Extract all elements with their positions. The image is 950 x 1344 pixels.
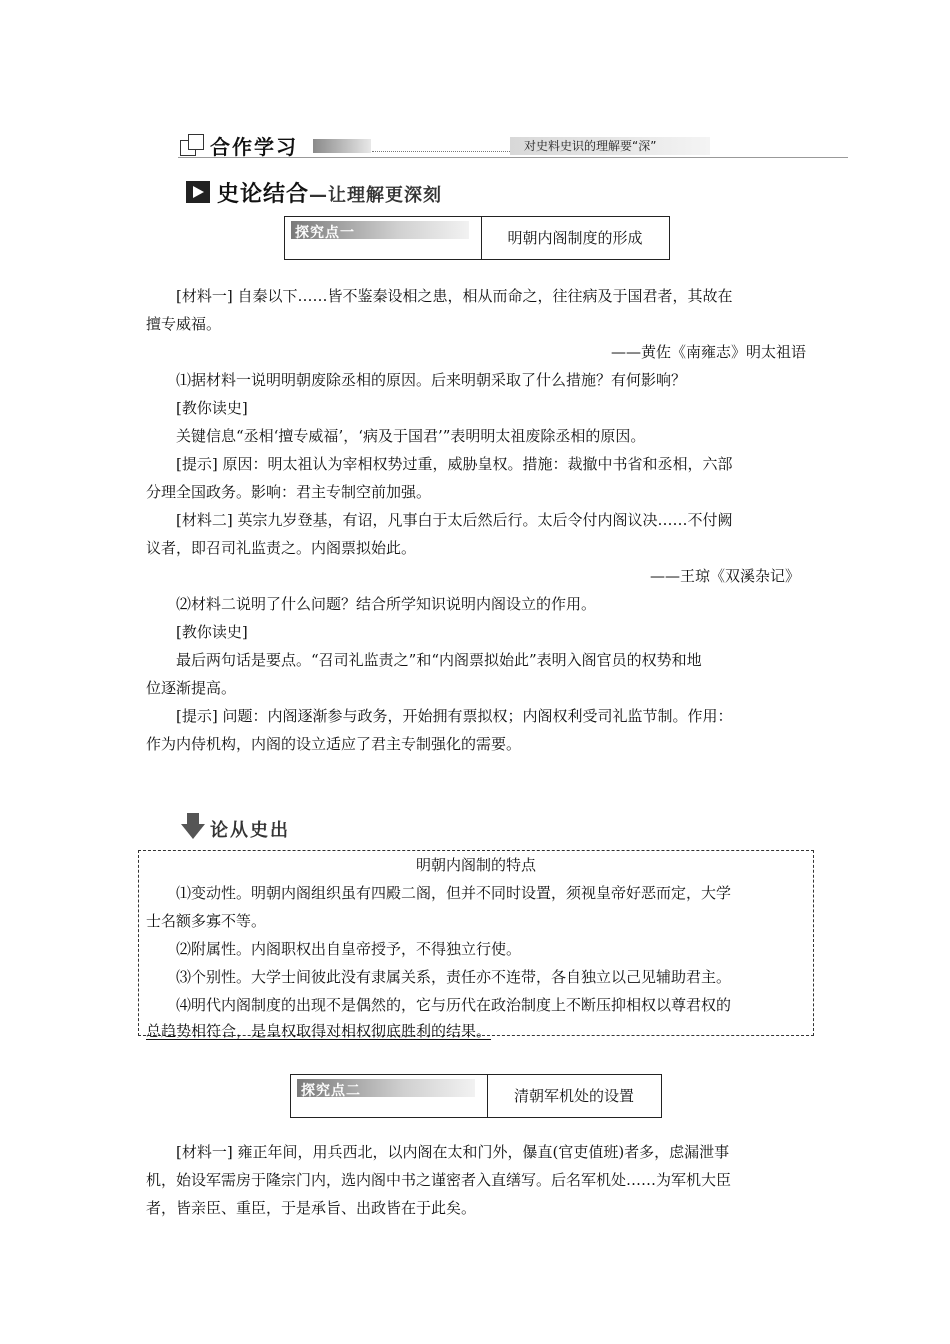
teach-text-2-line-2: 位逐渐提高。	[146, 679, 237, 697]
hint-1-line-2: 分理全国政务。影响：君主专制空前加强。	[146, 483, 432, 501]
teach-heading-2: [教你读史]	[176, 623, 248, 641]
question-1: ⑴据材料一说明明朝废除丞相的原因。后来明朝采取了什么措施？有何影响？	[176, 371, 687, 389]
summary-box-title: 明朝内阁制的特点	[415, 856, 536, 874]
explore-box-2	[290, 1074, 662, 1118]
header-rule	[178, 157, 848, 158]
explore-tag-2	[297, 1079, 475, 1097]
play-triangle-icon	[186, 181, 210, 203]
summary-point-2: ⑵附属性。内阁职权出自皇帝授予，不得独立行使。	[176, 940, 522, 958]
summary-point-1-line-1: ⑴变动性。明朝内阁组织虽有四殿二阁，但并不同时设置，须视皇帝好恶而定，大学	[176, 884, 732, 902]
section-title-sub: —让理解更深刻	[309, 185, 443, 206]
explore-tag-1	[291, 221, 469, 239]
section-title	[217, 177, 442, 208]
lun-title: 论从史出	[210, 820, 290, 841]
material-1-line-2: 擅专威福。	[146, 315, 222, 333]
hint-1-line-1: [提示] 原因：明太祖认为宰相权势过重，威胁皇权。措施：裁撤中书省和丞相，六部	[176, 455, 733, 473]
explore-tag-1-text: 探究点一	[295, 225, 355, 241]
material-3-line-2: 机，始设军需房于隆宗门内，选内阁中书之谨密者入直缮写。后名军机处……为军机大臣	[146, 1171, 732, 1189]
section-title-main: 史论结合	[217, 182, 310, 207]
explore-label-1: 明朝内阁制度的形成	[507, 229, 643, 247]
material-3-line-1: [材料一] 雍正年间，用兵西北，以内阁在太和门外，儤直(官吏值班)者多，虑漏泄事	[176, 1143, 730, 1161]
summary-point-4-line-2: 总趋势相符合，是皇权取得对相权彻底胜利的结果。	[146, 1022, 492, 1040]
down-arrow-icon	[180, 812, 206, 840]
teach-text-2-line-1: 最后两句话是要点。“召司礼监责之”和“内阁票拟始此”表明入阁官员的权势和地	[176, 651, 702, 669]
summary-point-1-line-2: 士名额多寡不等。	[146, 912, 267, 930]
material-2-line-2: 议者，即召司礼监责之。内阁票拟始此。	[146, 539, 417, 557]
summary-point-3: ⑶个别性。大学士间彼此没有隶属关系，责任亦不连带，各自独立以己见辅助君主。	[176, 968, 732, 986]
material-1-line-1: [材料一] 自秦以下……皆不鉴秦设相之患，相从而命之，往往病及于国君者，其故在	[176, 287, 733, 305]
header-dotted-line	[372, 151, 512, 152]
explore-label-2: 清朝军机处的设置	[513, 1087, 634, 1105]
explore-tag-2-text: 探究点二	[301, 1083, 361, 1099]
material-3-line-3: 者，皆亲臣、重臣，于是承旨、出政皆在于此矣。	[146, 1199, 477, 1217]
material-2-source: ——王琼《双溪杂记》	[649, 567, 800, 585]
explore-box-1	[284, 216, 670, 260]
summary-point-4-line-1: ⑷明代内阁制度的出现不是偶然的，它与历代在政治制度上不断压抑相权以尊君权的	[176, 996, 732, 1014]
material-2-line-1: [材料二] 英宗九岁登基，有诏，凡事白于太后然后行。太后令付内阁议决……不付阙	[176, 511, 733, 529]
header-gradient-bar	[313, 139, 371, 153]
material-1-source: ——黄佐《南雍志》明太祖语	[610, 343, 806, 361]
teach-text-1: 关键信息“丞相‘擅专威福’，‘病及于国君’”表明明太祖废除丞相的原因。	[176, 427, 646, 445]
hint-2-line-2: 作为内侍机构，内阁的设立适应了君主专制强化的需要。	[146, 735, 522, 753]
header-subtitle: 对史料史识的理解要“深”	[510, 137, 710, 155]
header-title: 合作学习	[210, 135, 298, 159]
header-square-overlay-icon	[188, 134, 204, 150]
question-2: ⑵材料二说明了什么问题？结合所学知识说明内阁设立的作用。	[176, 595, 597, 613]
teach-heading-1: [教你读史]	[176, 399, 248, 417]
hint-2-line-1: [提示] 问题：内阁逐渐参与政务，开始拥有票拟权；内阁权利受司礼监节制。作用：	[176, 707, 733, 725]
